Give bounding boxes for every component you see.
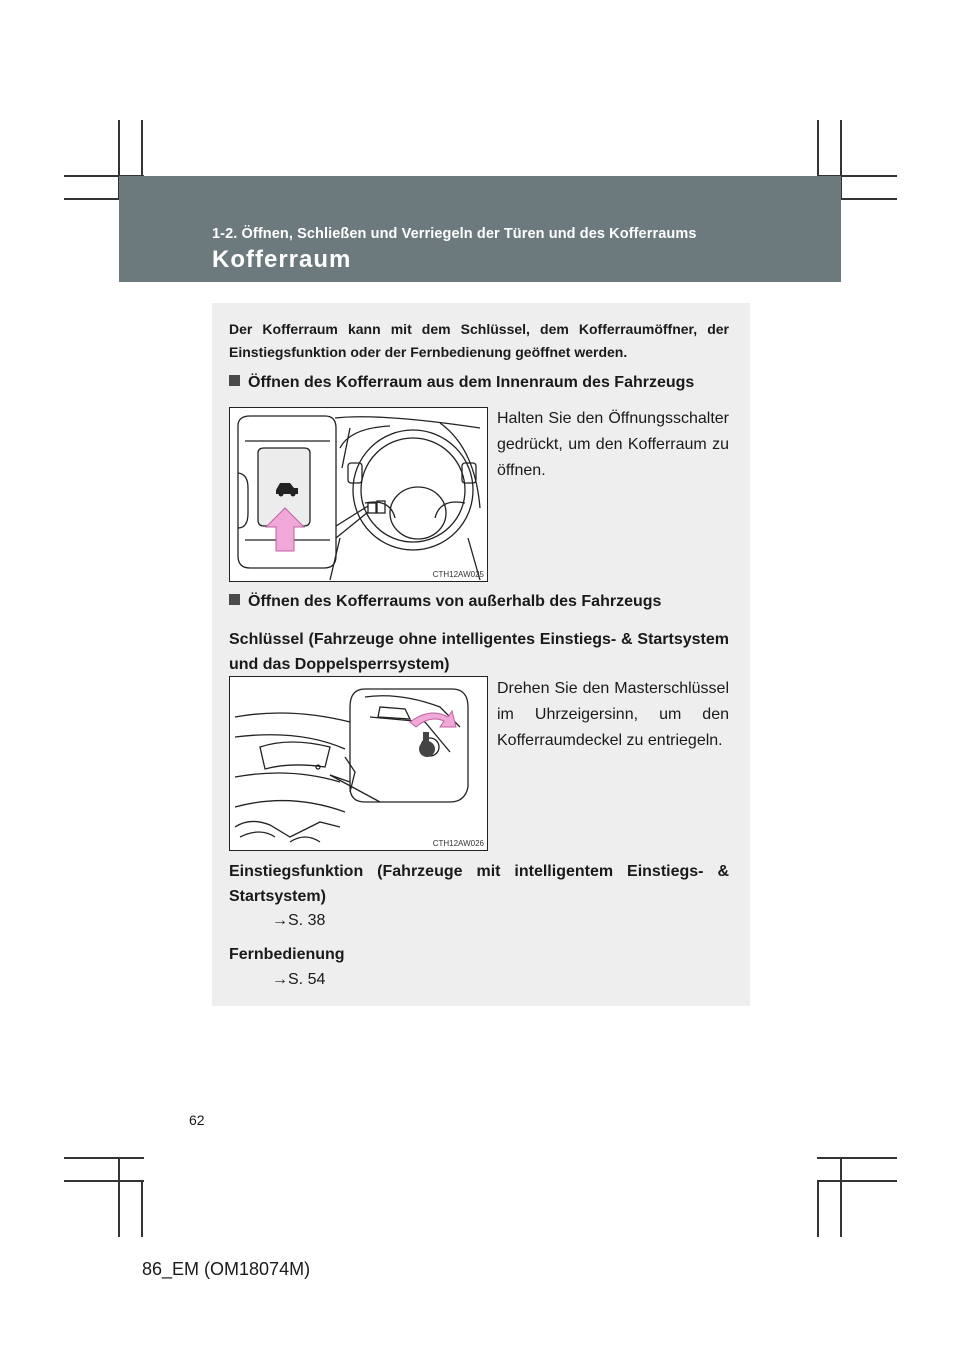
figure-master-key-turn <box>229 676 488 851</box>
section-breadcrumb: 1-2. Öffnen, Schließen und Verriegeln der Türen und des Kofferraums <box>212 226 697 242</box>
key-instruction-text: Drehen Sie den Masterschlüssel im Uhrzeigersinn, um den Kofferraumdeckel zu entriegeln. <box>497 680 729 749</box>
crop-mark <box>840 1157 842 1237</box>
crop-mark <box>141 1180 143 1237</box>
figure-code: CTH12AW026 <box>432 839 484 848</box>
bullet-square-icon <box>229 375 240 386</box>
entry-function-label: Einstiegsfunktion (Fahrzeuge mit intelligentem Einstiegs- & Startsystem) <box>229 863 729 905</box>
steering-wheel-illustration <box>230 408 487 581</box>
crop-mark <box>118 1157 120 1237</box>
crop-mark <box>817 1180 897 1182</box>
key-method-label: Schlüssel (Fahrzeuge ohne intelligentes Einstiegs- & Startsystem und das Doppelsperrsystem) <box>229 631 729 673</box>
section-heading-label: Öffnen des Kofferraums von außerhalb des Fahrzeugs <box>248 593 662 610</box>
inside-instruction-text: Halten Sie den Öffnungsschalter gedrückt, um den Kofferraum zu öffnen. <box>497 410 729 479</box>
remote-page-ref: →S. 54 <box>272 971 326 988</box>
section-heading-inside <box>229 374 694 392</box>
section-heading-outside <box>229 593 661 611</box>
entry-page-ref: →S. 38 <box>272 912 326 929</box>
page-title: Kofferraum <box>212 246 352 273</box>
crop-mark <box>817 1157 897 1159</box>
section-heading-label: Öffnen des Kofferraum aus dem Innenraum des Fahrzeugs <box>248 374 695 391</box>
figure-code: CTH12AW025 <box>432 570 484 579</box>
bullet-square-icon <box>229 594 240 605</box>
page-number: 62 <box>189 1112 205 1128</box>
crop-mark <box>817 1180 819 1237</box>
document-footer: 86_EM (OM18074M) <box>142 1259 311 1279</box>
trunk-lock-illustration <box>230 677 487 850</box>
remote-label: Fernbedienung <box>229 946 345 963</box>
figure-trunk-opener-switch <box>229 407 488 582</box>
chapter-header <box>119 176 841 282</box>
crop-mark <box>64 1180 144 1182</box>
crop-mark <box>64 1157 144 1159</box>
intro-text: Der Kofferraum kann mit dem Schlüssel, dem Kofferraumöffner, der Einstiegsfunktion oder der Fernbedienung geöffnet werden. <box>229 321 729 360</box>
